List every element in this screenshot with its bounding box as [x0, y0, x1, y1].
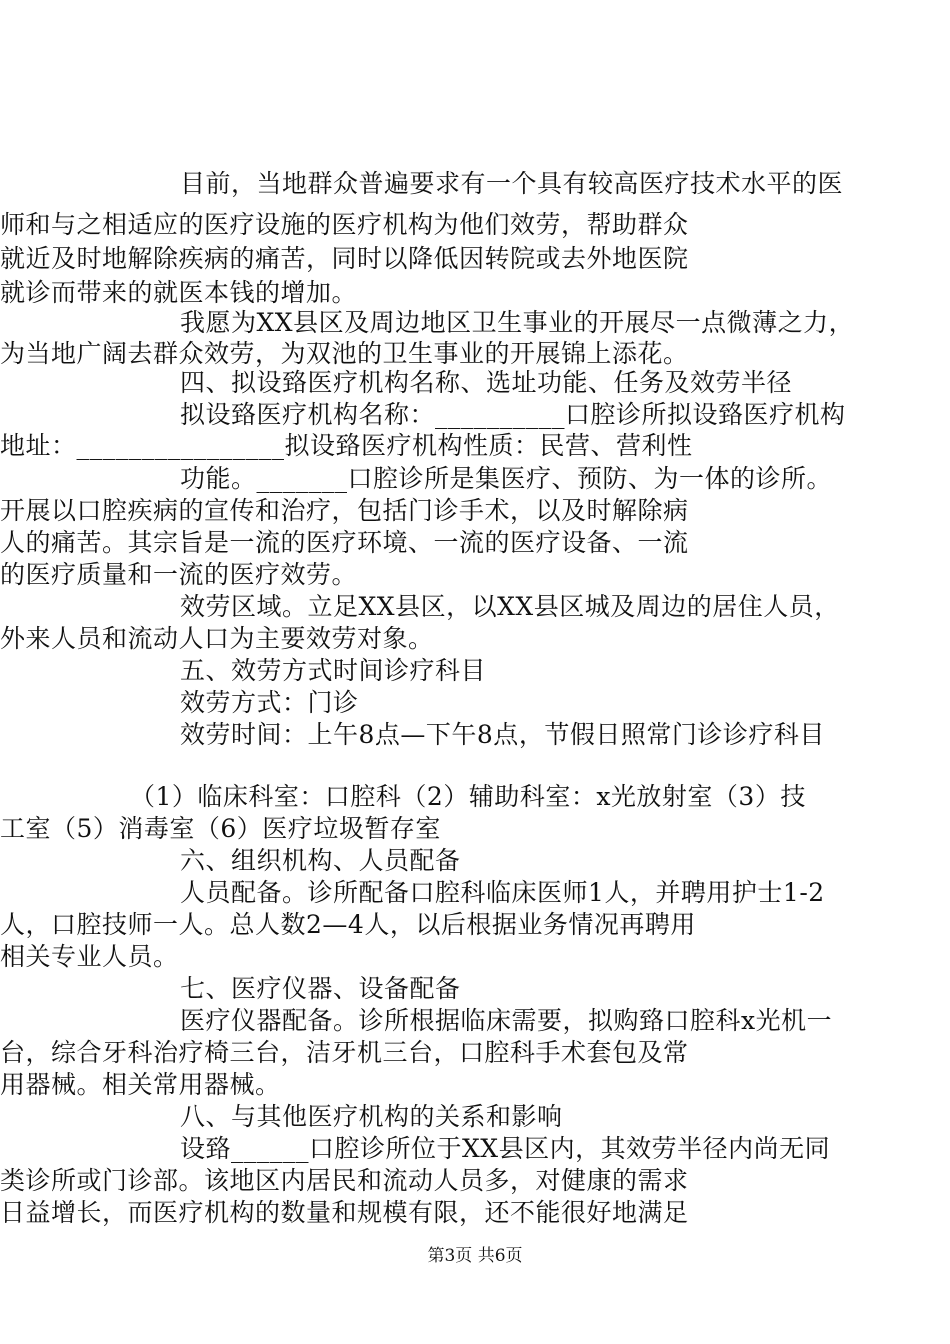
paragraph-line: 目前，当地群众普遍要求有一个具有较高医疗技术水平的医	[180, 169, 844, 198]
section-heading: 七、医疗仪器、设备配备	[180, 974, 461, 1003]
paragraph-line: 我愿为XX县区及周边地区卫生事业的开展尽一点微薄之力，	[180, 308, 855, 337]
paragraph-line: 地址：________________拟设臵医疗机构性质：民营、营利性	[0, 431, 693, 460]
section-heading: 五、效劳方式时间诊疗科目	[180, 656, 487, 685]
paragraph-line: 就近及时地解除疾病的痛苦，同时以降低因转院或去外地医院	[0, 244, 689, 273]
paragraph-line: 类诊所或门诊部。该地区内居民和流动人员多，对健康的需求	[0, 1166, 689, 1195]
section-heading: 六、组织机构、人员配备	[180, 846, 461, 875]
paragraph-line: 效劳时间：上午8点—下午8点，节假日照常门诊诊疗科目	[180, 720, 825, 749]
paragraph-line: 为当地广阔去群众效劳，为双池的卫生事业的开展锦上添花。	[0, 339, 689, 368]
paragraph-line: 用器械。相关常用器械。	[0, 1070, 281, 1099]
paragraph-line: 台，综合牙科治疗椅三台，洁牙机三台，口腔科手术套包及常	[0, 1038, 689, 1067]
paragraph-line: 人的痛苦。其宗旨是一流的医疗环境、一流的医疗设备、一流	[0, 528, 689, 557]
paragraph-line: 的医疗质量和一流的医疗效劳。	[0, 560, 358, 589]
page-number-footer: 第3页 共6页	[427, 1246, 523, 1266]
paragraph-line: 就诊而带来的就医本钱的增加。	[0, 278, 358, 307]
paragraph-line: 效劳方式：门诊	[180, 688, 359, 717]
paragraph-line: 人，口腔技师一人。总人数2—4人，以后根据业务情况再聘用	[0, 910, 696, 939]
paragraph-line: 师和与之相适应的医疗设施的医疗机构为他们效劳，帮助群众	[0, 210, 689, 239]
paragraph-line: 拟设臵医疗机构名称：__________口腔诊所拟设臵医疗机构	[180, 400, 846, 429]
paragraph-line: 日益增长，而医疗机构的数量和规模有限，还不能很好地满足	[0, 1198, 689, 1227]
paragraph-line: 工室（5）消毒室（6）医疗垃圾暂存室	[0, 814, 441, 843]
paragraph-line: 开展以口腔疾病的宣传和治疗，包括门诊手术，以及时解除病	[0, 496, 689, 525]
section-heading: 八、与其他医疗机构的关系和影响	[180, 1102, 563, 1131]
paragraph-line: 相关专业人员。	[0, 942, 179, 971]
paragraph-line: （1）临床科室：口腔科（2）辅助科室：x光放射室（3）技	[130, 782, 806, 811]
paragraph-line: 外来人员和流动人口为主要效劳对象。	[0, 624, 434, 653]
paragraph-line: 人员配备。诊所配备口腔科临床医师1人，并聘用护士1-2	[180, 878, 825, 907]
paragraph-line: 功能。_______口腔诊所是集医疗、预防、为一体的诊所。	[180, 464, 833, 493]
section-heading: 四、拟设臵医疗机构名称、选址功能、任务及效劳半径	[180, 368, 793, 397]
paragraph-line: 医疗仪器配备。诊所根据临床需要，拟购臵口腔科x光机一	[180, 1006, 833, 1035]
paragraph-line: 效劳区域。立足XX县区，以XX县区城及周边的居住人员，	[180, 592, 840, 621]
paragraph-line: 设臵______口腔诊所位于XX县区内，其效劳半径内尚无同	[180, 1134, 831, 1163]
